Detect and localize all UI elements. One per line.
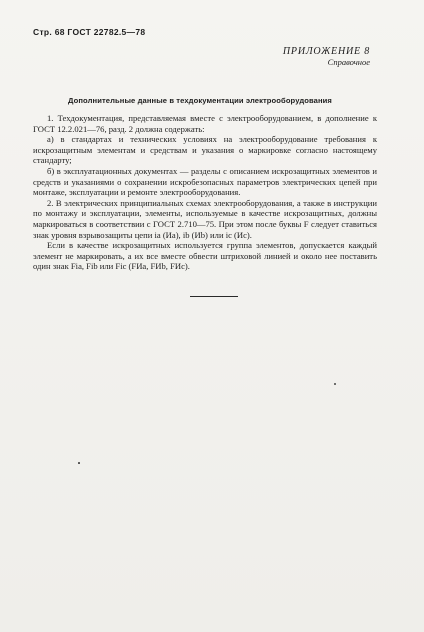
paragraph-1a: а) в стандартах и технических условиях на электрооборудование требования к искрозащитным элементам и средствам и указания о маркировке согласно настоящему стандарту; xyxy=(33,134,377,166)
paragraph-1: 1. Техдокументация, представляемая вместе с электрооборудованием, в дополнение к ГОСТ 12.2.021—76, разд. 2 должна содержать: xyxy=(33,113,377,134)
page-header: Стр. 68 ГОСТ 22782.5—78 xyxy=(33,27,146,37)
paragraph-2: 2. В электрических принципиальных схемах электрооборудования, а также в инструкции по монтажу и эксплуатации, элементы, используемые в качестве искрозащитных, должны маркироваться в соответствии с ГОСТ 2.710—75. При этом после буквы F следует ставиться знак уровня взрывозащиты цепи ia (Иа), ib (Иb) или ic (Иc). xyxy=(33,197,377,240)
scan-speck xyxy=(334,383,336,385)
paragraph-1b: б) в эксплуатационных документах — разделы с описанием искрозащитных элементов и средств и указаниями о сохранении искробезопасных параметров электрических цепей при монтаже, эксплуатации и ремонте электрооборудования. xyxy=(33,165,377,198)
scan-speck xyxy=(78,462,80,464)
paragraph-2-note: Если в качестве искрозащитных используется группа элементов, допускается каждый элемент не маркировать, а их все вместе обвести штриховой линией и около нее поставить один знак Fia, Fib или Fic (FИа, FИb, FИc). xyxy=(33,240,377,272)
document-body xyxy=(33,113,377,272)
section-title: Дополнительные данные в техдокументации электрооборудования xyxy=(68,96,332,105)
appendix-block xyxy=(283,46,370,68)
appendix-label: ПРИЛОЖЕНИЕ 8 xyxy=(282,46,370,57)
appendix-subtitle: Справочное xyxy=(327,57,370,67)
end-rule xyxy=(190,296,238,297)
